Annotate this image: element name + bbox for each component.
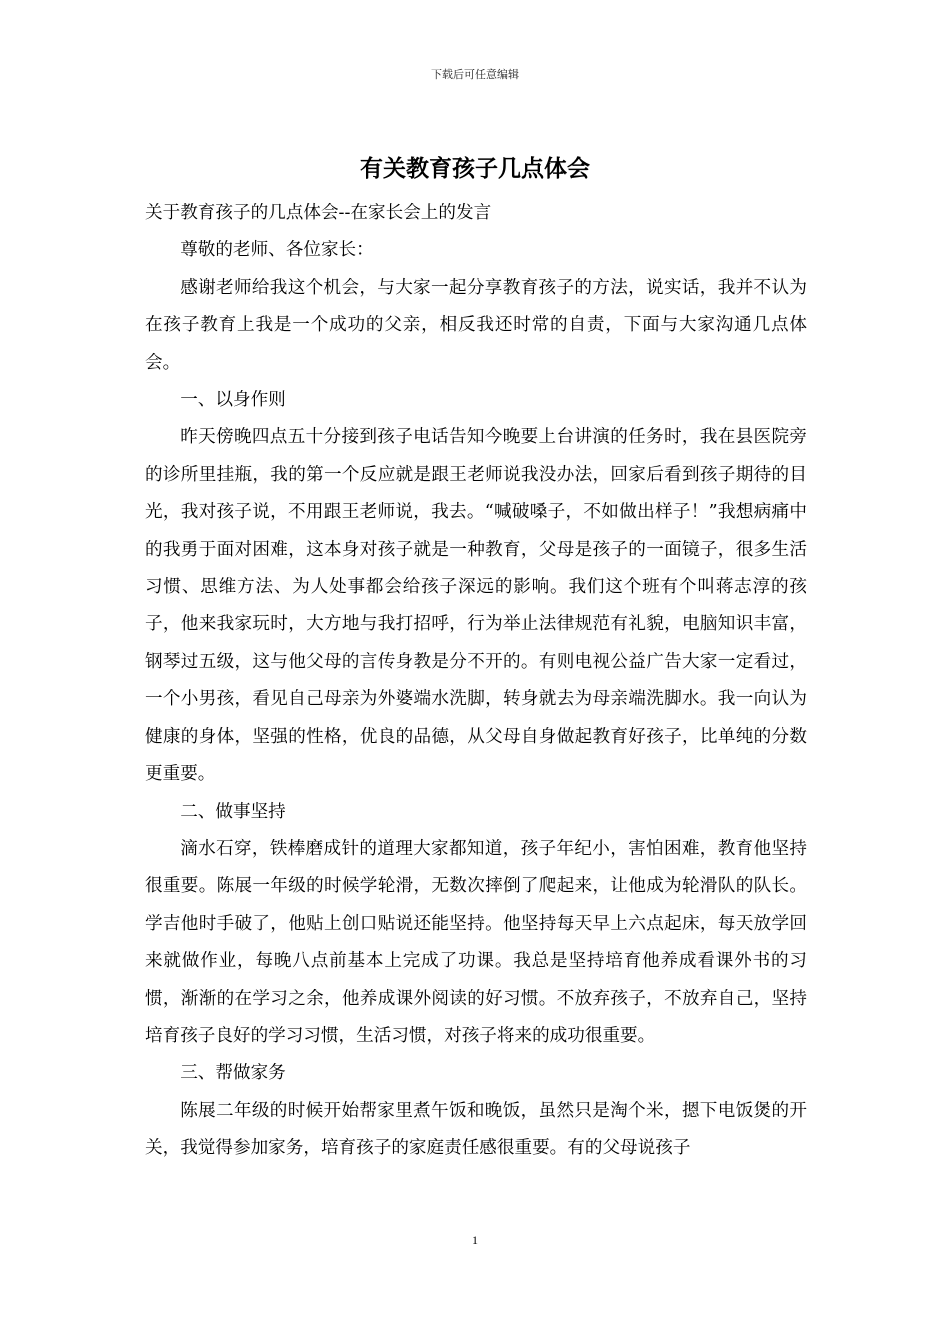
page-number: 1: [472, 1233, 478, 1247]
section-heading-1: 一、以身作则: [180, 390, 286, 411]
section-heading-3: 三、帮做家务: [180, 1063, 286, 1084]
document-subtitle: 关于教育孩子的几点体会--在家长会上的发言: [145, 203, 492, 223]
section-body-1: 昨天傍晚四点五十分接到孩子电话告知今晚要上台讲演的任务时，我在县医院旁的诊所里挂瓶，我的第一个反应就是跟王老师说我没办法，回家后看到孩子期待的目光，我对孩子说，不用跟王老师说，我去。“喊破嗓子，不如做出样子！”我想病痛中的我勇于面对困难，这本身对孩子就是一种教育，父母是孩子的一面镜子，很多生活习惯、思维方法、为人处事都会给孩子深远的影响。我们这个班有个叫蒋志淳的孩子，他来我家玩时，大方地与我打招呼，行为举止法律规范有礼貌，电脑知识丰富，钢琴过五级，这与他父母的言传身教是分不开的。有则电视公益广告大家一定看过，一个小男孩，看见自己母亲为外婆端水洗脚，转身就去为母亲端洗脚水。我一向认为健康的身体，坚强的性格，优良的品德，从父母自身做起教育好孩子，比单纯的分数更重要。: [145, 427, 807, 785]
greeting-paragraph: 尊敬的老师、各位家长：: [180, 240, 374, 261]
document-body: [145, 195, 807, 1168]
section-body-3: 陈展二年级的时候开始帮家里煮午饭和晚饭，虽然只是淘个米，摁下电饭煲的开关，我觉得参加家务，培育孩子的家庭责任感很重要。有的父母说孩子: [145, 1100, 807, 1159]
section-heading-2: 二、做事坚持: [180, 801, 286, 822]
header-note: 下载后可任意编辑: [431, 68, 519, 81]
section-body-2: 滴水石穿，铁棒磨成针的道理大家都知道，孩子年纪小，害怕困难，教育他坚持很重要。陈展一年级的时候学轮滑，无数次摔倒了爬起来，让他成为轮滑队的队长。学吉他时手破了，他贴上创口贴说还能坚持。他坚持每天早上六点起床，每天放学回来就做作业，每晚八点前基本上完成了功课。我总是坚持培育他养成看课外书的习惯，渐渐的在学习之余，他养成课外阅读的好习惯。不放弃孩子，不放弃自己，坚持培育孩子良好的学习习惯，生活习惯，对孩子将来的成功很重要。: [145, 838, 807, 1046]
intro-paragraph: 感谢老师给我这个机会，与大家一起分享教育孩子的方法，说实话，我并不认为在孩子教育上我是一个成功的父亲，相反我还时常的自责，下面与大家沟通几点体会。: [145, 277, 807, 373]
document-title: 有关教育孩子几点体会: [360, 156, 590, 182]
